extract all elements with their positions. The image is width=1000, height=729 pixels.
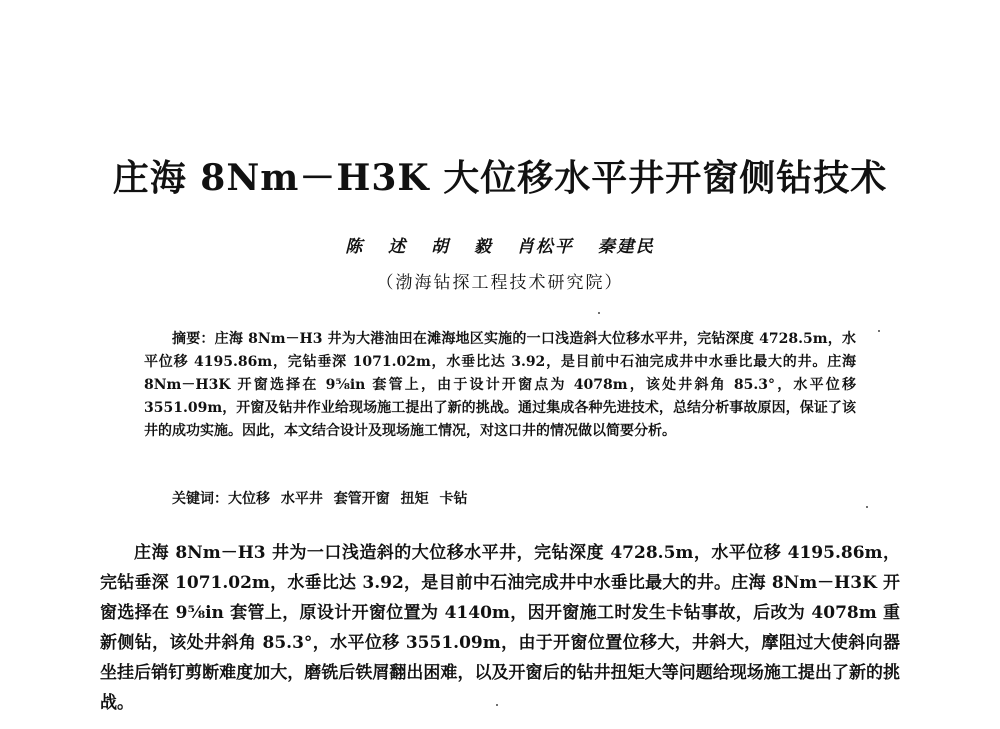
abstract-block: [144, 328, 856, 443]
keywords-line: 关键词：大位移 水平井 套管开窗 扭矩 卡钻: [172, 491, 468, 507]
affiliation: （渤海钻探工程技术研究院）: [376, 273, 624, 293]
body-paragraph: 庄海 8Nm－H3 井为一口浅造斜的大位移水平井，完钻深度 4728.5m，水平位移 4195.86m，完钻垂深 1071.02m，水垂比达 3.92，是目前中石油完成井中水垂比最大的井。庄海 8Nm－H3K 开窗选择在 9⅝in 套管上，原设计开窗位置为 4140m，因开窗施工时发生卡钻事故，后改为 4078m 重新侧钻，该处井斜角 85.3°，水平位移 3551.09m，由于开窗位置位移大，井斜大，摩阻过大使斜向器坐挂后销钉剪断难度加大，磨铣后铁屑翻出困难，以及开窗后的钻井扭矩大等问题给现场施工提出了新的挑战。: [100, 543, 900, 713]
scan-speck: [878, 330, 880, 332]
abstract-text: 摘要：庄海 8Nm－H3 井为大港油田在滩海地区实施的一口浅造斜大位移水平井，完钻深度 4728.5m，水平位移 4195.86m，完钻垂深 1071.02m，水垂比达 3.92，是目前中石油完成井中水垂比最大的井。庄海 8Nm－H3K 开窗选择在 9⅝in 套管上，由于设计开窗点为 4078m，该处井斜角 85.3°，水平位移 3551.09m，开窗及钻井作业给现场施工提出了新的挑战。通过集成各种先进技术，总结分析事故原因，保证了该井的成功实施。因此，本文结合设计及现场施工情况，对这口井的情况做以简要分析。: [144, 331, 856, 439]
paper-title: 庄海 8Nm－H3K 大位移水平井开窗侧钻技术: [112, 157, 888, 199]
author-list: 陈 述 胡 毅 肖松平 秦建民: [345, 237, 655, 257]
body-section: [100, 538, 900, 718]
scan-speck: [496, 704, 498, 706]
scan-speck: [598, 312, 600, 314]
scan-speck: [866, 506, 868, 508]
